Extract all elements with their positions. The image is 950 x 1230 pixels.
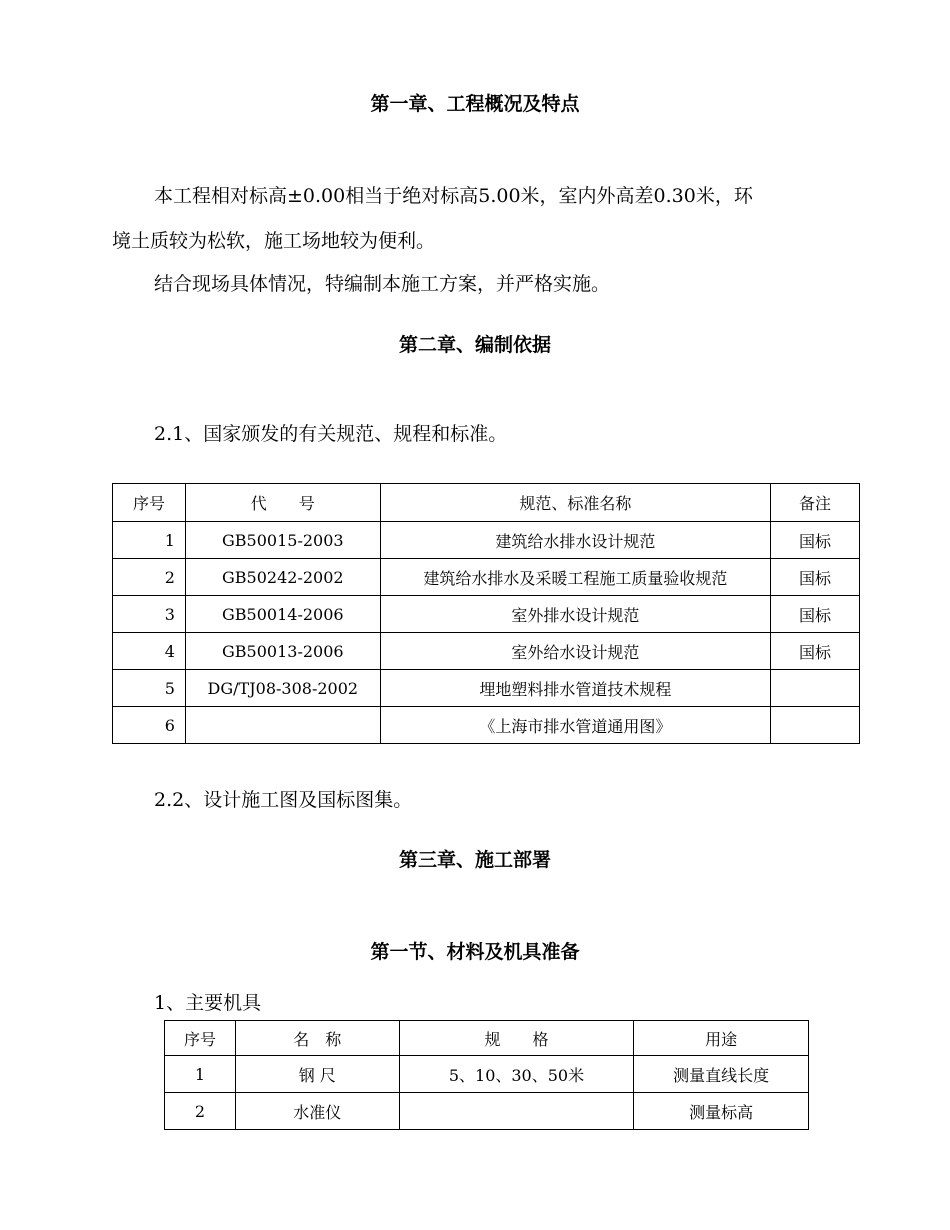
chapter2-title: 第二章、编制依据 (398, 334, 551, 356)
chapter1-para1-line2: 境土质较为松软，施工场地较为便利。 (112, 230, 436, 252)
standard-code: GB50014-2006 (185, 596, 380, 633)
header-cell: 代 号 (185, 484, 380, 522)
standard-note (771, 670, 860, 707)
table-row (165, 1093, 809, 1130)
header-cell: 用途 (634, 1021, 809, 1056)
row-number: 1 (165, 1056, 236, 1093)
table-row (113, 633, 860, 670)
standard-name: 建筑给水排水设计规范 (380, 522, 770, 559)
tool-name: 水准仪 (235, 1093, 399, 1130)
standard-note (771, 707, 860, 744)
header-cell: 备注 (771, 484, 860, 522)
table-row (113, 670, 860, 707)
chapter3-title: 第三章、施工部署 (398, 849, 551, 871)
standard-code: GB50242-2002 (185, 559, 380, 596)
standards-table (112, 483, 860, 744)
header-cell: 序号 (165, 1021, 236, 1056)
tool-usage: 测量标高 (634, 1093, 809, 1130)
row-number: 1 (113, 522, 186, 559)
standard-note: 国标 (771, 559, 860, 596)
row-number: 5 (113, 670, 186, 707)
tool-usage: 测量直线长度 (634, 1056, 809, 1093)
standard-code: GB50013-2006 (185, 633, 380, 670)
tool-spec (399, 1093, 634, 1130)
row-number: 4 (113, 633, 186, 670)
row-number: 2 (113, 559, 186, 596)
header-cell: 规 格 (399, 1021, 634, 1056)
chapter1-para1-line1: 本工程相对标高±0.00相当于绝对标高5.00米，室内外高差0.30米，环 (154, 185, 753, 207)
table-row (113, 707, 860, 744)
tools-table (164, 1020, 809, 1130)
standard-note: 国标 (771, 633, 860, 670)
standard-code: DG/TJ08-308-2002 (185, 670, 380, 707)
header-cell: 序号 (113, 484, 186, 522)
standard-name: 室外给水设计规范 (380, 633, 770, 670)
row-number: 6 (113, 707, 186, 744)
table-row (113, 522, 860, 559)
section-2-2: 2.2、设计施工图及国标图集。 (154, 789, 413, 811)
table-header-row (113, 484, 860, 522)
standard-note: 国标 (771, 522, 860, 559)
chapter1-para2: 结合现场具体情况，特编制本施工方案，并严格实施。 (154, 273, 611, 295)
header-cell: 名 称 (235, 1021, 399, 1056)
standard-name: 室外排水设计规范 (380, 596, 770, 633)
section-1-title: 第一节、材料及机具准备 (370, 941, 580, 963)
tool-spec: 5、10、30、50米 (399, 1056, 634, 1093)
table-row (113, 596, 860, 633)
standard-name: 《上海市排水管道通用图》 (380, 707, 770, 744)
standard-name: 建筑给水排水及采暖工程施工质量验收规范 (380, 559, 770, 596)
header-cell: 规范、标准名称 (380, 484, 770, 522)
standard-name: 埋地塑料排水管道技术规程 (380, 670, 770, 707)
row-number: 3 (113, 596, 186, 633)
standard-code: GB50015-2003 (185, 522, 380, 559)
standard-note: 国标 (771, 596, 860, 633)
tool-name: 钢 尺 (235, 1056, 399, 1093)
chapter1-title: 第一章、工程概况及特点 (370, 93, 580, 115)
table-row (113, 559, 860, 596)
row-number: 2 (165, 1093, 236, 1130)
table-header-row (165, 1021, 809, 1056)
section-2-1: 2.1、国家颁发的有关规范、规程和标准。 (154, 423, 508, 445)
standard-code (185, 707, 380, 744)
tools-list-title: 1、主要机具 (154, 992, 262, 1014)
table-row (165, 1056, 809, 1093)
